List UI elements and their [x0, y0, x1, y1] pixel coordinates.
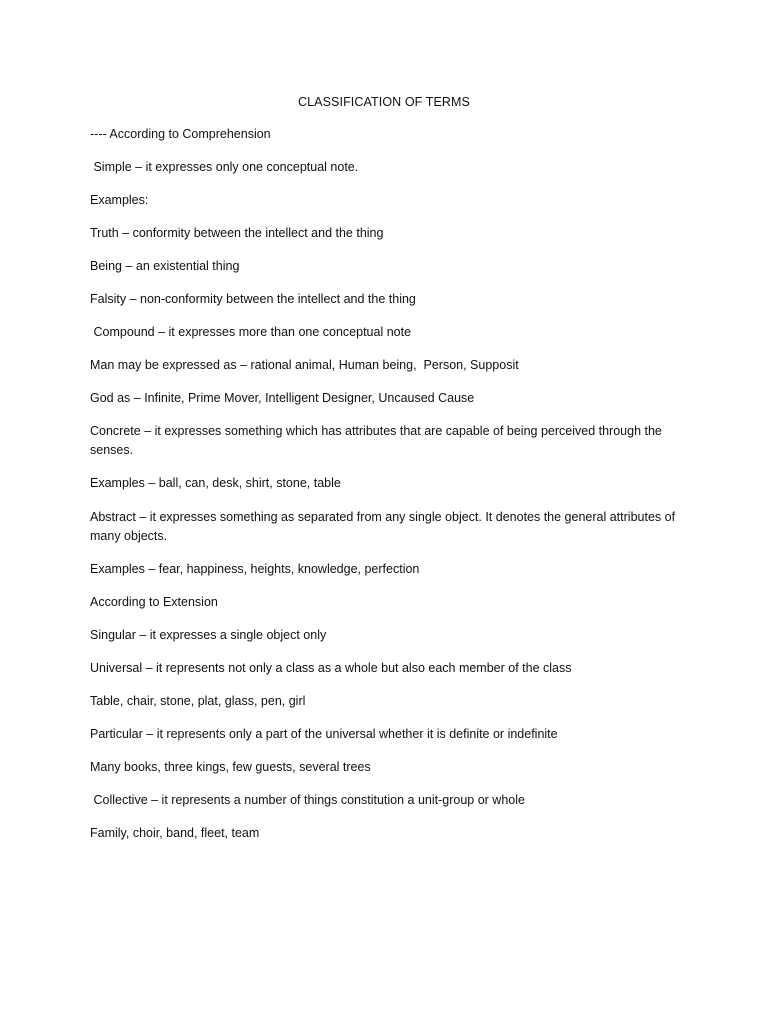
- example-man: Man may be expressed as – rational animal, Human being, Person, Supposit: [90, 358, 519, 372]
- example-truth: Truth – conformity between the intellect and the thing: [90, 226, 384, 240]
- examples-label: Examples:: [90, 193, 149, 207]
- section-heading-comprehension: ---- According to Comprehension: [90, 127, 271, 141]
- examples-particular: Many books, three kings, few guests, several trees: [90, 760, 371, 774]
- definition-compound: Compound – it expresses more than one conceptual note: [90, 325, 412, 339]
- examples-collective: Family, choir, band, fleet, team: [90, 826, 260, 840]
- definition-abstract: Abstract – it expresses something as separated from any single object. It denotes the general attributes of many objects.: [90, 510, 676, 543]
- definition-particular: Particular – it represents only a part of the universal whether it is definite or indefinite: [90, 727, 558, 741]
- examples-abstract: Examples – fear, happiness, heights, knowledge, perfection: [90, 562, 420, 576]
- example-being: Being – an existential thing: [90, 259, 240, 273]
- section-heading-extension: According to Extension: [90, 595, 218, 609]
- example-god: God as – Infinite, Prime Mover, Intelligent Designer, Uncaused Cause: [90, 391, 475, 405]
- example-falsity: Falsity – non-conformity between the intellect and the thing: [90, 292, 416, 306]
- definition-singular: Singular – it expresses a single object only: [90, 628, 327, 642]
- definition-simple: Simple – it expresses only one conceptual note.: [90, 160, 359, 174]
- definition-universal: Universal – it represents not only a class as a whole but also each member of the class: [90, 661, 572, 675]
- definition-collective: Collective – it represents a number of things constitution a unit-group or whole: [90, 793, 525, 807]
- document-title: CLASSIFICATION OF TERMS: [298, 95, 470, 109]
- definition-concrete: Concrete – it expresses something which has attributes that are capable of being perceived through the senses.: [90, 424, 662, 457]
- examples-universal: Table, chair, stone, plat, glass, pen, girl: [90, 694, 306, 708]
- examples-concrete: Examples – ball, can, desk, shirt, stone, table: [90, 476, 341, 490]
